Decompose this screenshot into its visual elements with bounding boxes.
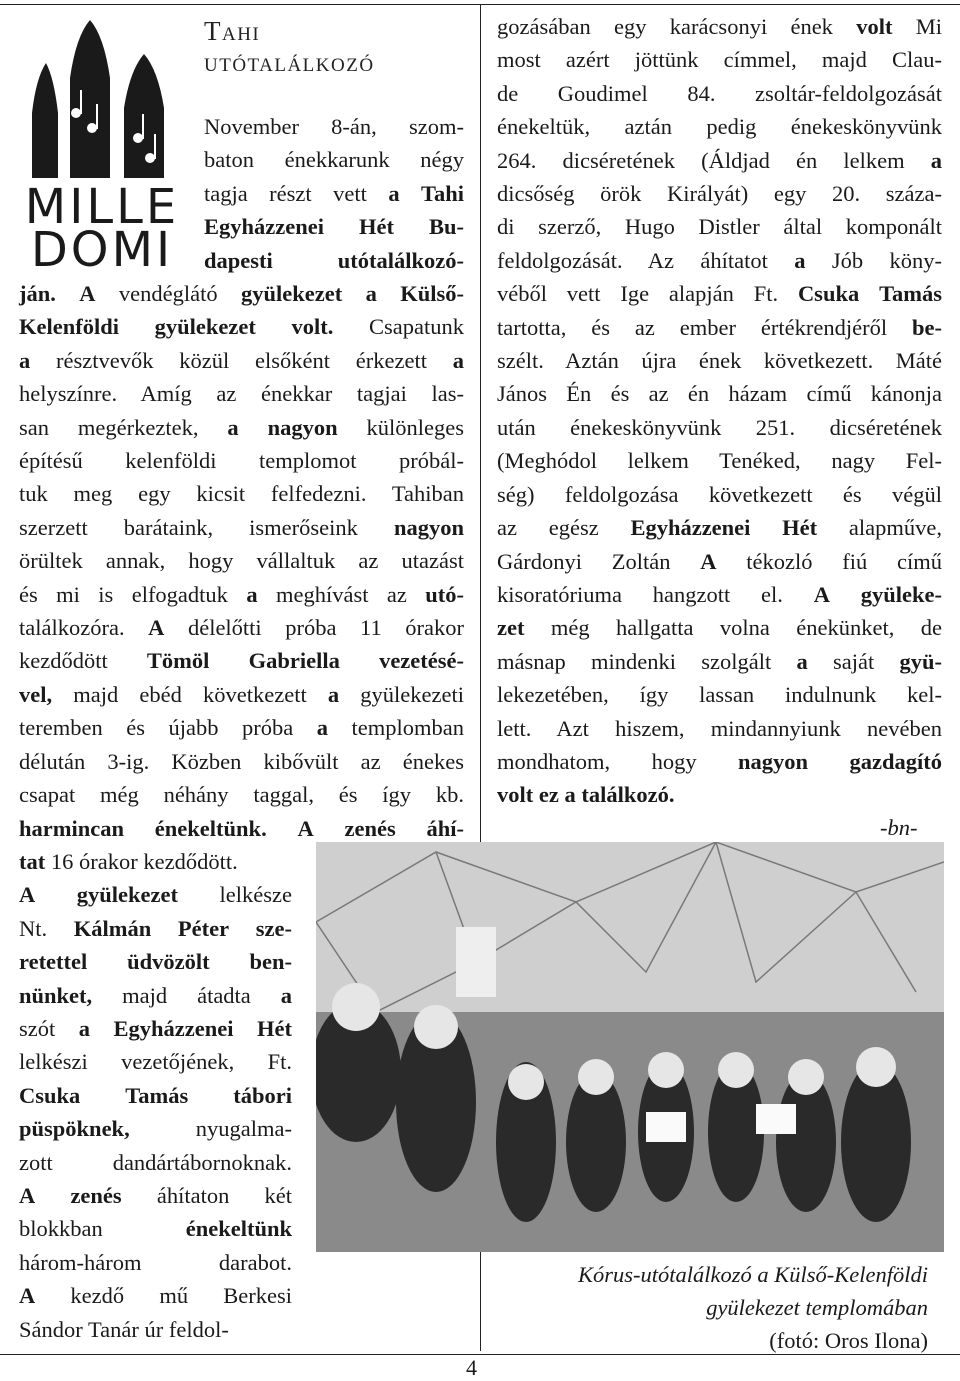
text-line: tat 16 órakor kezdődött. — [19, 849, 238, 874]
article-intro-wrapped — [204, 110, 464, 277]
text-line: retettel üdvözölt ben- — [19, 949, 292, 975]
text-line: A zenés áhítaton két — [19, 1183, 293, 1209]
text-line: püspöknek, nyugalma- — [19, 1116, 292, 1142]
text-line: teremben és újabb próba a templomban — [19, 715, 464, 741]
logo-word-domi: DOMI — [30, 222, 174, 268]
text-line: Gárdonyi Zoltán A tékozló fiú című — [497, 548, 942, 574]
text-line: baton énekkarunk négy — [204, 147, 464, 173]
text-line: csapat még néhány taggal, és így kb. — [19, 782, 464, 808]
text-line: lekezetében, így lassan indulnunk kel- — [497, 682, 942, 708]
article-title — [204, 16, 375, 78]
text-line: dicsőség örök Királyát) egy 20. száza- — [497, 181, 942, 207]
article-title-line1: Tahi — [204, 16, 261, 46]
article-body-left — [19, 277, 464, 845]
text-line: gozásában egy karácsonyi ének volt Mi — [497, 14, 942, 39]
byline: -bn- — [880, 815, 918, 840]
text-line: A gyülekezet lelkésze — [19, 882, 292, 908]
text-line: volt ez a találkozó. — [497, 782, 675, 808]
text-line: di szerző, Hugo Distler által komponált — [497, 214, 942, 240]
text-line: nünket, majd átadta a — [19, 982, 292, 1008]
text-line: délután 3-ig. Közben kibővült az énekes — [19, 748, 464, 774]
text-line: helyszínre. Amíg az énekkar tagjai las- — [19, 381, 464, 407]
photo-caption — [480, 1258, 928, 1357]
logo-word-mille: MILLE — [24, 179, 180, 235]
text-line: örültek annak, hogy vállaltuk az utazást — [19, 548, 464, 574]
text-line: zott dandártábornoknak. — [19, 1149, 292, 1175]
logo-spire-left — [32, 63, 58, 178]
text-line: a résztvevők közül elsőként érkezett a — [19, 347, 464, 373]
text-line: san megérkeztek, a nagyon különleges — [19, 414, 464, 440]
text-line: szélt. Aztán újra ének következett. Máté — [497, 348, 942, 374]
text-line: énekeltük, aztán pedig énekeskönyvünk — [497, 114, 942, 140]
text-line: kezdődött Tömöl Gabriella vezetésé- — [19, 648, 464, 674]
text-line: A kezdő mű Berkesi — [19, 1283, 292, 1309]
text-line: Sándor Tanár úr feldol- — [19, 1316, 229, 1342]
text-line: találkozóra. A délelőtti próba 11 órakor — [19, 615, 464, 641]
text-line: blokkban énekeltünk — [19, 1216, 292, 1242]
photo-credit: (fotó: Oros Ilona) — [769, 1328, 928, 1353]
page-number: 4 — [466, 1355, 477, 1380]
caption-line1: Kórus-utótalálkozó a Külső-Kelenföldi — [577, 1262, 928, 1287]
text-line: és mi is elfogadtuk a meghívást az utó- — [19, 581, 464, 607]
mille-domi-logo — [18, 18, 186, 268]
article-body-right — [497, 10, 942, 812]
text-line: ján. A vendéglátó gyülekezet a Külső- — [19, 281, 465, 306]
article-body-left-wrapped — [19, 845, 292, 1346]
text-line: szerzett barátaink, ismerőseink nagyon — [19, 514, 464, 540]
caption-line2: gyülekezet templomában — [706, 1295, 928, 1320]
text-line: dapesti utótalálkozó- — [204, 247, 464, 273]
text-line: 264. dicséretének (Áldjad én lelkem a — [497, 147, 942, 173]
logo-note — [71, 108, 81, 118]
text-line: Nt. Kálmán Péter sze- — [19, 915, 292, 941]
text-line: lett. Azt hiszem, mindannyiunk nevében — [497, 715, 942, 741]
logo-spire-center — [70, 20, 110, 178]
wall-chart — [456, 927, 496, 997]
choir-photo — [316, 842, 944, 1252]
text-line: feldolgozását. Az áhítatot a Jób köny- — [497, 247, 942, 273]
text-line: tuk meg egy kicsit felfedezni. Tahiban — [19, 481, 464, 507]
text-line: most azért jöttünk címmel, majd Clau- — [497, 47, 942, 73]
text-line: de Goudimel 84. zsoltár-feldolgozását — [497, 80, 942, 106]
article-title-line2: utótalálkozó — [204, 47, 375, 77]
text-line: (Meghódol lelkem Tenéked, nagy Fel- — [497, 448, 942, 474]
text-line: mondhatom, hogy nagyon gazdagító — [497, 748, 942, 774]
text-line: Kelenföldi gyülekezet volt. Csapatunk — [19, 314, 464, 340]
text-line: az egész Egyházzenei Hét alapműve, — [497, 515, 942, 541]
text-line: vel, majd ebéd következett a gyülekezeti — [19, 681, 464, 707]
text-line: János Én és az én házam című kánonja — [497, 381, 942, 407]
text-line: kisoratóriuma hangzott el. A gyüleke- — [497, 581, 942, 607]
text-line: harmincan énekeltünk. A zenés áhí- — [19, 815, 465, 841]
text-line: után énekeskönyvünk 251. dicséretének — [497, 414, 942, 440]
text-line: November 8-án, szom- — [204, 114, 464, 139]
text-line: szót a Egyházzenei Hét — [19, 1016, 293, 1042]
text-line: Egyházzenei Hét Bu- — [204, 214, 465, 240]
text-line: építésű kelenföldi templomot próbál- — [19, 448, 464, 474]
text-line: három-három darabot. — [19, 1249, 292, 1275]
text-line: lelkészi vezetőjének, Ft. — [19, 1049, 292, 1075]
text-line: tagja részt vett a Tahi — [204, 180, 464, 206]
text-line: Csuka Tamás tábori — [19, 1082, 292, 1108]
text-line: másnap mindenki szolgált a saját gyü- — [497, 648, 942, 674]
text-line: zet még hallgatta volna énekünket, de — [497, 615, 942, 641]
text-line: tartotta, és az ember értékrendjéről be- — [497, 314, 942, 340]
text-line: véből vett Ige alapján Ft. Csuka Tamás — [497, 281, 943, 307]
text-line: ség) feldolgozása következett és végül — [497, 481, 942, 507]
